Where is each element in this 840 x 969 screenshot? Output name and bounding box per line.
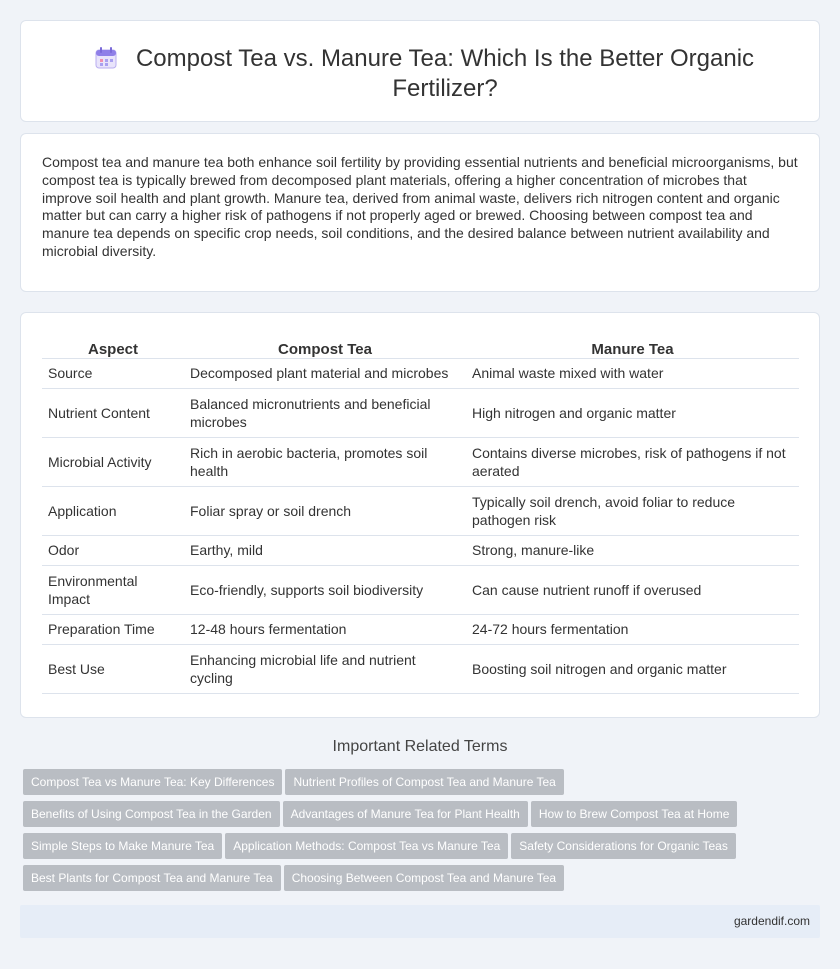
related-terms-title: Important Related Terms — [332, 738, 508, 755]
row-manure: Boosting soil nitrogen and organic matter — [466, 644, 799, 693]
footer — [20, 905, 820, 938]
related-terms-list — [23, 769, 783, 897]
table-row — [42, 437, 799, 486]
title-card — [20, 20, 820, 122]
row-manure: Strong, manure-like — [466, 535, 799, 565]
row-aspect: Application — [42, 486, 184, 535]
row-compost: Balanced micronutrients and beneficial microbes — [184, 388, 466, 437]
row-compost: Rich in aerobic bacteria, promotes soil health — [184, 437, 466, 486]
related-term-link[interactable]: Safety Considerations for Organic Teas — [511, 833, 736, 859]
row-aspect: Best Use — [42, 644, 184, 693]
table-header-row — [42, 335, 799, 358]
header-aspect: Aspect — [42, 335, 184, 358]
related-term-link[interactable]: Compost Tea vs Manure Tea: Key Differences — [23, 769, 282, 795]
row-manure: Contains diverse microbes, risk of pathogens if not aerated — [466, 437, 799, 486]
row-compost: 12-48 hours fermentation — [184, 614, 466, 644]
table-row — [42, 358, 799, 388]
row-aspect: Preparation Time — [42, 614, 184, 644]
intro-card — [20, 133, 820, 292]
row-compost: Foliar spray or soil drench — [184, 486, 466, 535]
related-term-link[interactable]: Simple Steps to Make Manure Tea — [23, 833, 222, 859]
table-row — [42, 614, 799, 644]
header-manure-tea: Manure Tea — [466, 335, 799, 358]
page-title: Compost Tea vs. Manure Tea: Which Is the Better Organic Fertilizer? — [135, 45, 755, 102]
row-aspect: Nutrient Content — [42, 388, 184, 437]
row-aspect: Environmental Impact — [42, 565, 184, 614]
related-term-link[interactable]: Benefits of Using Compost Tea in the Garden — [23, 801, 280, 827]
row-aspect: Microbial Activity — [42, 437, 184, 486]
row-aspect: Odor — [42, 535, 184, 565]
comparison-table — [42, 335, 799, 694]
table-row — [42, 565, 799, 614]
row-manure: Typically soil drench, avoid foliar to reduce pathogen risk — [466, 486, 799, 535]
related-term-link[interactable]: Application Methods: Compost Tea vs Manure Tea — [225, 833, 508, 859]
related-term-link[interactable]: How to Brew Compost Tea at Home — [531, 801, 738, 827]
row-manure: Animal waste mixed with water — [466, 358, 799, 388]
comparison-table-card — [20, 312, 820, 718]
row-manure: 24-72 hours fermentation — [466, 614, 799, 644]
row-compost: Decomposed plant material and microbes — [184, 358, 466, 388]
table-row — [42, 535, 799, 565]
table-row — [42, 486, 799, 535]
header-compost-tea: Compost Tea — [184, 335, 466, 358]
related-term-link[interactable]: Advantages of Manure Tea for Plant Health — [283, 801, 528, 827]
row-compost: Eco-friendly, supports soil biodiversity — [184, 565, 466, 614]
intro-paragraph: Compost tea and manure tea both enhance soil fertility by providing essential nutrients and beneficial microorganisms, but compost tea is typically brewed from decomposed plant materials, offering a higher concentration of microbes that improve soil health and plant growth. Manure tea, derived from animal waste, delivers rich nitrogen content and organic matter but can carry a higher risk of pathogens if not properly aged or brewed. Choosing between compost tea and manure tea depends on specific crop needs, soil conditions, and the desired balance between nutrient availability and microbial diversity. — [42, 154, 798, 259]
table-row — [42, 644, 799, 693]
related-term-link[interactable]: Choosing Between Compost Tea and Manure Tea — [284, 865, 564, 891]
related-term-link[interactable]: Best Plants for Compost Tea and Manure Tea — [23, 865, 281, 891]
row-compost: Earthy, mild — [184, 535, 466, 565]
row-compost: Enhancing microbial life and nutrient cycling — [184, 644, 466, 693]
footer-site-link[interactable]: gardendif.com — [733, 914, 810, 928]
row-manure: High nitrogen and organic matter — [466, 388, 799, 437]
row-manure: Can cause nutrient runoff if overused — [466, 565, 799, 614]
row-aspect: Source — [42, 358, 184, 388]
table-row — [42, 388, 799, 437]
related-term-link[interactable]: Nutrient Profiles of Compost Tea and Manure Tea — [285, 769, 563, 795]
